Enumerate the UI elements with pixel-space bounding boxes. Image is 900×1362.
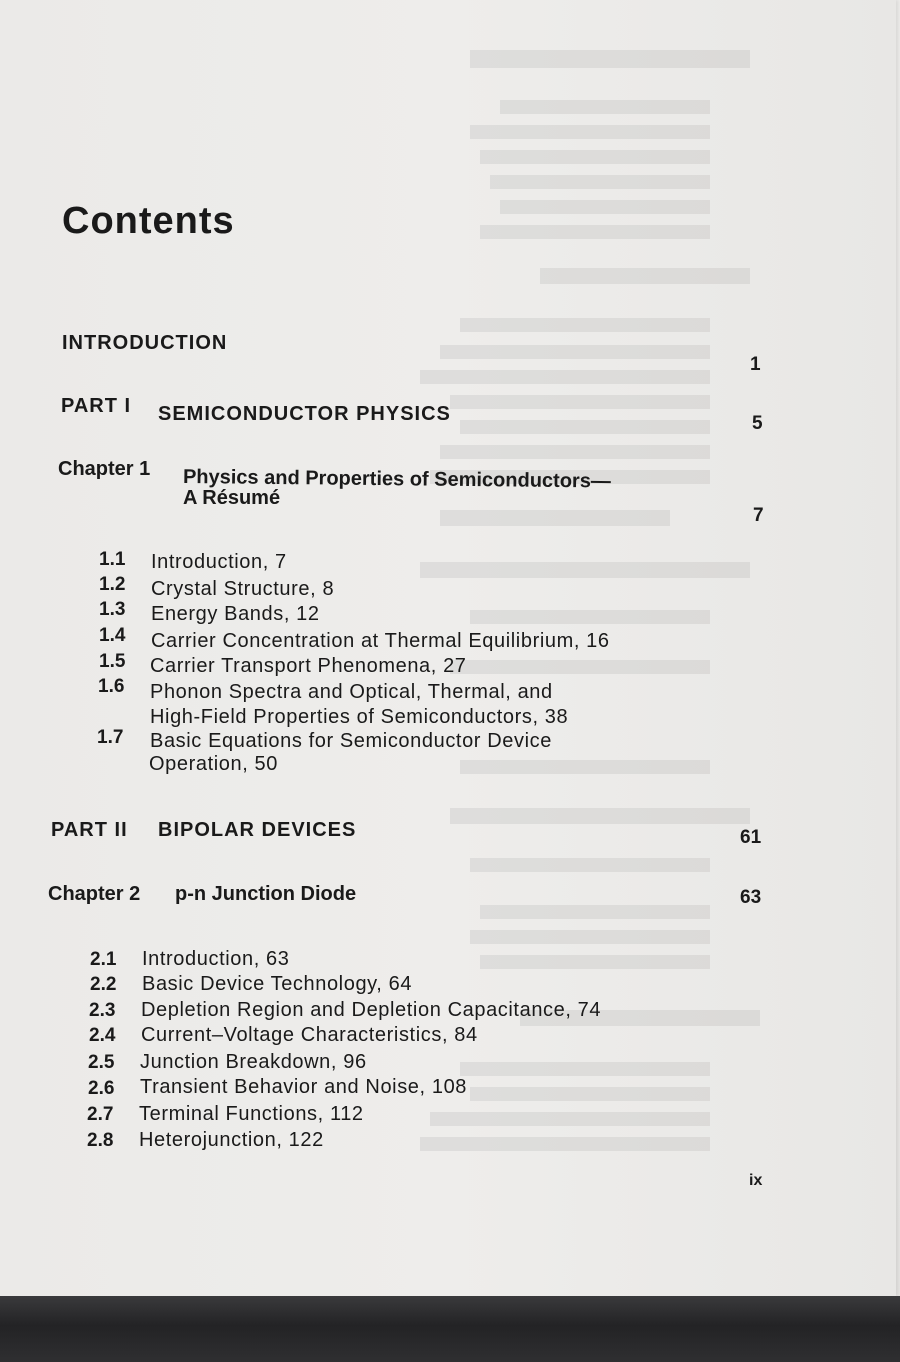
section-title-continued: High-Field Properties of Semiconductors, 38 bbox=[150, 706, 569, 728]
section-title: Phonon Spectra and Optical, Thermal, and bbox=[150, 681, 553, 703]
chapter1-label: Chapter 1 bbox=[58, 458, 151, 480]
section-number: 1.4 bbox=[99, 625, 126, 646]
section-number: 2.6 bbox=[88, 1078, 115, 1099]
part1-page: 5 bbox=[752, 413, 763, 434]
chapter1-page: 7 bbox=[753, 505, 764, 526]
table-surface-shadow bbox=[0, 1296, 900, 1362]
part2-title: BIPOLAR DEVICES bbox=[158, 819, 357, 841]
section-title: Junction Breakdown, 96 bbox=[140, 1051, 367, 1073]
section-title: Depletion Region and Depletion Capacitance, 74 bbox=[141, 999, 602, 1021]
section-title: Heterojunction, 122 bbox=[139, 1129, 324, 1151]
section-number: 2.5 bbox=[88, 1052, 115, 1073]
section-number: 1.2 bbox=[99, 574, 126, 595]
section-title: Transient Behavior and Noise, 108 bbox=[140, 1076, 468, 1098]
chapter2-title: p-n Junction Diode bbox=[175, 883, 357, 905]
section-title: Crystal Structure, 8 bbox=[151, 578, 335, 600]
section-title-continued: Operation, 50 bbox=[149, 753, 278, 775]
section-title: Basic Equations for Semiconductor Device bbox=[150, 730, 552, 752]
section-title: Carrier Transport Phenomena, 27 bbox=[150, 655, 467, 677]
section-title: Basic Device Technology, 64 bbox=[142, 973, 413, 995]
section-title: Current–Voltage Characteristics, 84 bbox=[141, 1024, 478, 1046]
section-title: Introduction, 63 bbox=[142, 948, 290, 970]
chapter1-title-line2: A Résumé bbox=[183, 487, 281, 509]
part2-page: 61 bbox=[740, 827, 762, 848]
section-number: 2.8 bbox=[87, 1130, 114, 1151]
part2-label: PART II bbox=[51, 819, 128, 841]
section-number: 1.5 bbox=[99, 651, 126, 672]
section-title: Introduction, 7 bbox=[151, 551, 287, 573]
introduction-page: 1 bbox=[750, 354, 761, 375]
section-number: 1.6 bbox=[98, 676, 125, 697]
section-number: 2.4 bbox=[89, 1025, 116, 1046]
page-folio: ix bbox=[749, 1172, 763, 1189]
section-number: 1.1 bbox=[99, 549, 126, 570]
section-number: 2.1 bbox=[90, 949, 117, 970]
section-number: 2.7 bbox=[87, 1104, 114, 1125]
section-number: 2.2 bbox=[90, 974, 117, 995]
chapter2-label: Chapter 2 bbox=[48, 883, 141, 905]
section-title: Energy Bands, 12 bbox=[151, 603, 320, 625]
part1-title: SEMICONDUCTOR PHYSICS bbox=[158, 403, 451, 425]
section-number: 1.3 bbox=[99, 599, 126, 620]
chapter1-title-line1: Physics and Properties of Semiconductors— bbox=[182, 466, 611, 493]
section-number: 2.3 bbox=[89, 1000, 116, 1021]
section-number: 1.7 bbox=[97, 727, 124, 748]
page-title: Contents bbox=[62, 200, 235, 242]
section-title: Carrier Concentration at Thermal Equilibrium, 16 bbox=[151, 630, 610, 652]
section-title: Terminal Functions, 112 bbox=[139, 1103, 364, 1125]
chapter2-page: 63 bbox=[740, 887, 762, 908]
part1-label: PART I bbox=[61, 395, 132, 417]
introduction-label: INTRODUCTION bbox=[62, 332, 228, 354]
